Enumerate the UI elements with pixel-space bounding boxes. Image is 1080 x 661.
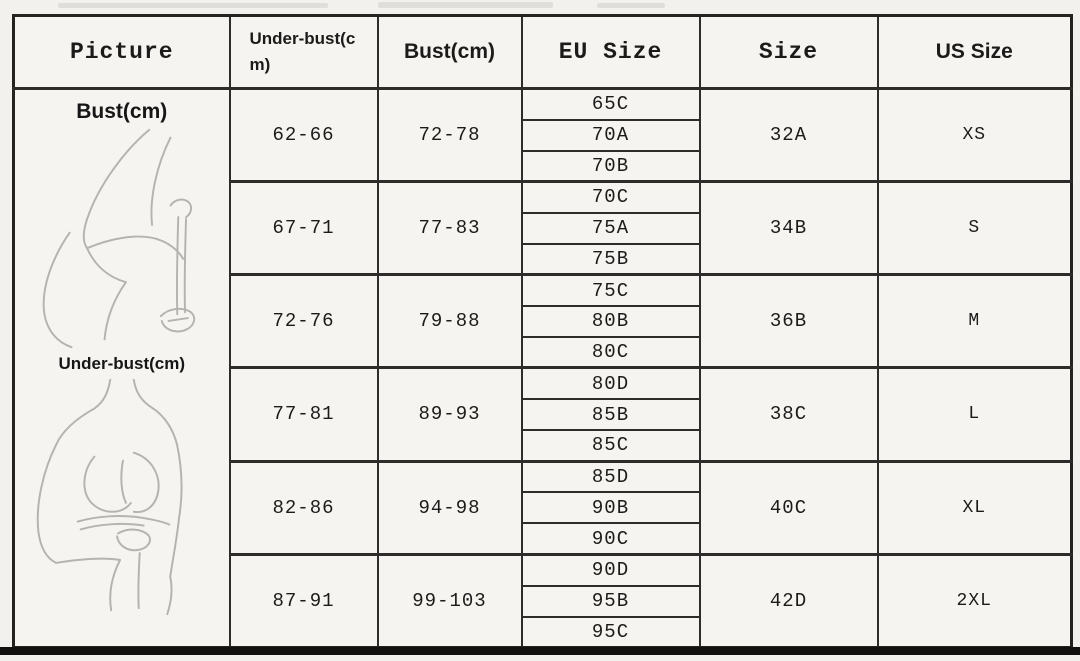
eu-size-value: 75C <box>522 275 700 306</box>
col-header-picture: Picture <box>14 16 230 89</box>
bust-value: 99-103 <box>378 554 522 647</box>
us-size-value: XL <box>878 461 1072 554</box>
eu-size-value: 70A <box>522 120 700 151</box>
size-chart-table <box>12 14 1073 649</box>
eu-size-value: 95B <box>522 586 700 617</box>
bust-value: 72-78 <box>378 89 522 182</box>
eu-size-value: 65C <box>522 89 700 120</box>
eu-size-value: 70C <box>522 182 700 213</box>
eu-size-value: 80B <box>522 306 700 337</box>
col-header-us-size: US Size <box>878 16 1072 89</box>
us-size-value: S <box>878 182 1072 275</box>
eu-size-value: 85B <box>522 399 700 430</box>
scan-artifact <box>378 2 553 8</box>
eu-size-value: 90D <box>522 554 700 585</box>
size-value: 40C <box>700 461 878 554</box>
under-bust-value: 82-86 <box>230 461 378 554</box>
eu-size-value: 90C <box>522 523 700 554</box>
under-bust-measure-label: Under-bust(cm) <box>58 354 186 373</box>
eu-size-value: 90B <box>522 492 700 523</box>
us-size-value: L <box>878 368 1072 461</box>
eu-size-value: 85D <box>522 461 700 492</box>
under-bust-value: 87-91 <box>230 554 378 647</box>
size-value: 42D <box>700 554 878 647</box>
eu-size-value: 75B <box>522 244 700 275</box>
under-bust-value: 67-71 <box>230 182 378 275</box>
under-bust-value: 72-76 <box>230 275 378 368</box>
col-header-size: Size <box>700 16 878 89</box>
size-value: 36B <box>700 275 878 368</box>
scan-artifact <box>58 3 328 8</box>
size-value: 38C <box>700 368 878 461</box>
bust-value: 79-88 <box>378 275 522 368</box>
eu-size-value: 70B <box>522 151 700 182</box>
under-bust-header-label: Under-bust(cm) <box>249 29 356 74</box>
bust-value: 77-83 <box>378 182 522 275</box>
bust-measurement-illustration <box>22 124 222 352</box>
under-bust-value: 62-66 <box>230 89 378 182</box>
eu-size-value: 95C <box>522 617 700 648</box>
eu-size-value: 80D <box>522 368 700 399</box>
col-header-bust: Bust(cm) <box>378 16 522 89</box>
us-size-value: XS <box>878 89 1072 182</box>
us-size-value: M <box>878 275 1072 368</box>
size-value: 34B <box>700 182 878 275</box>
picture-cell <box>14 89 230 648</box>
under-bust-value: 77-81 <box>230 368 378 461</box>
eu-size-value: 80C <box>522 337 700 368</box>
us-size-value: 2XL <box>878 554 1072 647</box>
bottom-scan-edge <box>0 647 1080 655</box>
eu-size-value: 85C <box>522 430 700 461</box>
col-header-under-bust <box>230 16 378 89</box>
size-value: 32A <box>700 89 878 182</box>
col-header-eu-size: EU Size <box>522 16 700 89</box>
underbust-measurement-illustration <box>22 374 222 620</box>
scan-artifact <box>597 3 665 8</box>
bust-value: 89-93 <box>378 368 522 461</box>
bust-measure-label: Bust(cm) <box>76 100 168 123</box>
bust-value: 94-98 <box>378 461 522 554</box>
eu-size-value: 75A <box>522 213 700 244</box>
